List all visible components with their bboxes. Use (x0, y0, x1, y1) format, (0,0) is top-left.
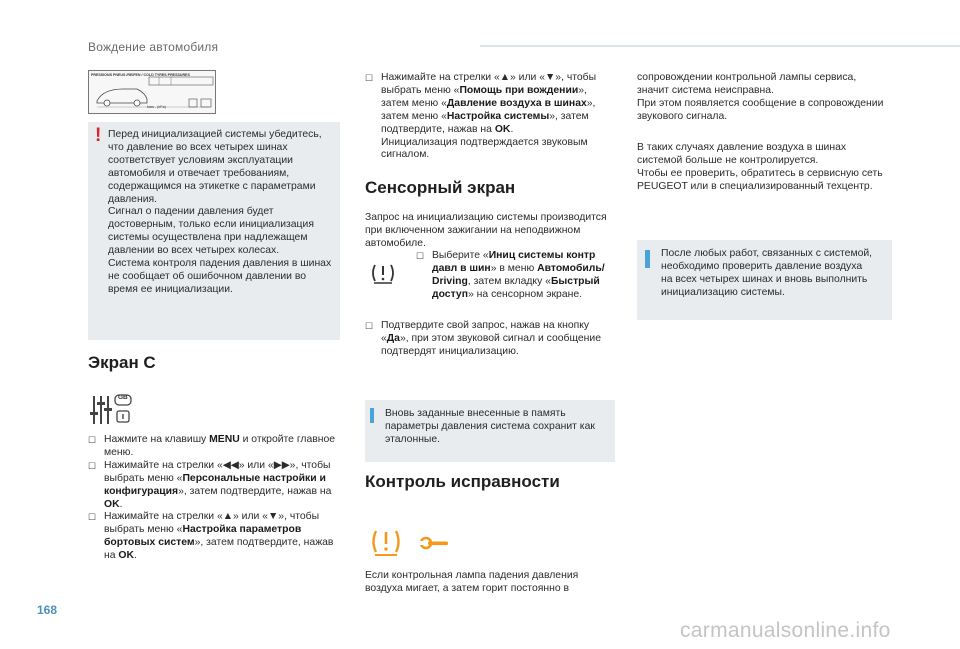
info-icon (370, 408, 374, 423)
step-text: сигналом. (381, 149, 430, 161)
info-icon (645, 250, 650, 268)
malfunction-text (365, 570, 615, 596)
watermark: carmanualsonline.info (680, 619, 891, 642)
step-text: », затем подтвердите, нажав на (178, 485, 332, 497)
step-text: », (586, 97, 596, 109)
step-text: выбрать меню « (104, 524, 183, 536)
step-bold: бортовых систем (104, 537, 195, 549)
warning-line: Система контроля падения давления в шинах (108, 258, 332, 270)
menu-navigation-step (365, 72, 615, 162)
intro-line: автомобиле. (365, 237, 426, 249)
step-text: затем меню « (381, 97, 447, 109)
step-bold: давл в шин (432, 262, 491, 274)
exclamation-icon: ! (95, 125, 102, 146)
info-line: Вновь заданные внесенные в память (385, 408, 566, 419)
tyre-pressure-warning-icon (370, 262, 396, 284)
info-note-text (661, 248, 887, 300)
info-line: необходимо проверить давление воздуха (661, 260, 863, 272)
step-text: . (510, 123, 514, 135)
body-line: сопровождении контрольной лампы сервиса, (637, 72, 857, 83)
warning-line: давлении во всех четырех колесах. (108, 245, 280, 257)
step-text: затем меню « (381, 110, 447, 122)
step-text: выбрать меню « (104, 472, 183, 484)
step-text: » в меню (490, 262, 538, 274)
tire-label-footer: bars - (kPa) (147, 105, 166, 109)
touch-intro (365, 212, 615, 251)
header-divider (480, 45, 960, 47)
step-bold: OK (494, 123, 511, 135)
warning-line: давления. (108, 193, 158, 205)
step-text: Нажимайте на стрелки «◀◀» или «▶▶», чтобы (104, 459, 331, 471)
warning-line: системы осуществлена при надлежащем (108, 232, 308, 244)
warning-line: что давление во всех четырех шинах (108, 141, 288, 153)
step-bold: доступ (432, 288, 468, 300)
tire-label-heading: PRESSIONS PNEUS /REIFEN / COLD TYRES PRESSURES (91, 73, 190, 77)
checkbox-bullet-icon: ☐ (88, 435, 97, 445)
warning-line: соответствует условиям эксплуатации (108, 154, 293, 166)
step-item (365, 72, 615, 162)
step-text: », (578, 84, 587, 96)
page-number: 168 (37, 603, 58, 617)
step-item (365, 320, 615, 359)
checkbox-bullet-icon: ☐ (365, 321, 374, 331)
body-line: системой больше не контролируется. (637, 154, 819, 166)
checkbox-bullet-icon: ☐ (416, 251, 425, 261)
touch-select-step (416, 250, 616, 302)
warning-line: не сообщает об ошибочном давлении во (108, 270, 307, 282)
step-bold: Персональные настройки и (182, 472, 326, 484)
intro-line: при включенном зажигании на неподвижном (365, 224, 581, 236)
step-bold: MENU (209, 434, 240, 445)
body-line: В таких случаях давление воздуха в шинах (637, 142, 847, 153)
step-item (88, 460, 340, 512)
step-bold: Настройка параметров (182, 524, 302, 536)
settings-sliders-icon (88, 392, 136, 428)
info-note-box (365, 400, 615, 462)
step-bold: OK (104, 498, 120, 510)
info-line: инициализацию системы. (661, 286, 785, 298)
step-text: выбрать меню « (381, 84, 460, 96)
body-line: Чтобы ее проверить, обратитесь в сервисную сеть (637, 167, 883, 179)
info-note-box (637, 240, 892, 320)
wrench-icon (420, 534, 450, 552)
body-line: воздуха мигает, а затем горит постоянно в (365, 582, 570, 594)
warning-line: Сигнал о падении давления будет (108, 206, 274, 218)
chapter-title: Вождение автомобиля (88, 40, 219, 54)
step-bold: Быстрый (550, 275, 600, 287)
step-item (416, 250, 616, 302)
tire-pressure-label-illustration (88, 70, 216, 114)
step-bold: OK (118, 550, 134, 562)
info-line: параметры давления система сохранит как (385, 420, 595, 432)
step-bold: Да (386, 332, 400, 344)
step-text: меню. (104, 446, 134, 458)
step-bold: Иниц системы контр (488, 250, 596, 261)
service-advice (637, 142, 892, 194)
warning-line: содержащимся на этикетке с параметрами (108, 180, 316, 192)
malfunction-continued (637, 72, 892, 124)
heading-touch-screen: Сенсорный экран (365, 178, 516, 197)
step-text: », затем подтвердите, нажав (194, 537, 334, 549)
heading-screen-c: Экран С (88, 353, 156, 372)
tyre-pressure-warning-icon (370, 528, 402, 556)
checkbox-bullet-icon: ☐ (88, 460, 97, 471)
step-text: Подтвердите свой запрос, нажав на кнопку (381, 320, 590, 331)
step-text: Инициализация подтверждается звуковым (381, 136, 588, 148)
step-text: Нажимайте на стрелки «▲» или «▼», чтобы (381, 72, 597, 83)
step-item (88, 434, 340, 460)
step-text: « (381, 332, 387, 344)
step-text: , затем вкладку « (467, 275, 551, 287)
warning-line: автомобиля и отвечает требованиям, (108, 167, 290, 179)
step-bold: Помощь при вождении (459, 84, 579, 96)
body-line: При этом появляется сообщение в сопровождении (637, 97, 884, 109)
step-bold: Автомобиль/ (537, 262, 605, 274)
warning-line: Перед инициализацией системы убедитесь, (108, 129, 322, 140)
info-line: После любых работ, связанных с системой, (661, 248, 873, 259)
step-text: » на сенсорном экране. (468, 288, 583, 300)
body-line: PEUGEOT или в специализированный техцентр. (637, 180, 873, 192)
step-text: », затем (549, 110, 589, 122)
screen-c-steps (88, 434, 340, 563)
heading-malfunction-check: Контроль исправности (365, 472, 560, 491)
step-bold: Давление воздуха в шинах (446, 97, 587, 109)
info-line: эталонные. (385, 433, 441, 445)
info-line: на всех четырех шинах и вновь выполнить (661, 273, 868, 285)
touch-confirm-step (365, 320, 615, 359)
step-bold: конфигурация (104, 485, 179, 497)
step-text: . (134, 550, 137, 562)
gb-badge: GB (118, 394, 128, 401)
step-item (88, 511, 340, 563)
intro-line: Запрос на инициализацию системы производится (365, 212, 607, 223)
checkbox-bullet-icon: ☐ (365, 73, 374, 83)
warning-line: время ее инициализации. (108, 283, 233, 295)
step-text: Выберите « (432, 250, 489, 261)
info-note-text (385, 408, 607, 447)
body-line: значит система неисправна. (637, 84, 774, 96)
step-text: Нажмите на клавишу (104, 434, 210, 445)
step-bold: Driving (432, 275, 468, 287)
step-text: на (104, 550, 119, 562)
body-line: Если контрольная лампа падения давления (365, 570, 579, 581)
step-text: подтвердят инициализацию. (381, 345, 519, 357)
warning-note-text (108, 129, 336, 297)
step-bold: Настройка системы (446, 110, 550, 122)
step-text: Нажимайте на стрелки «▲» или «▼», чтобы (104, 511, 320, 523)
step-text: и откройте главное (239, 434, 336, 445)
step-text: подтвердите, нажав на (381, 123, 495, 135)
checkbox-bullet-icon: ☐ (88, 512, 97, 523)
step-text: », при этом звуковой сигнал и сообщение (399, 332, 602, 344)
warning-line: достоверным, только если инициализация (108, 219, 314, 231)
body-line: звукового сигнала. (637, 110, 728, 122)
step-text: . (119, 498, 123, 510)
